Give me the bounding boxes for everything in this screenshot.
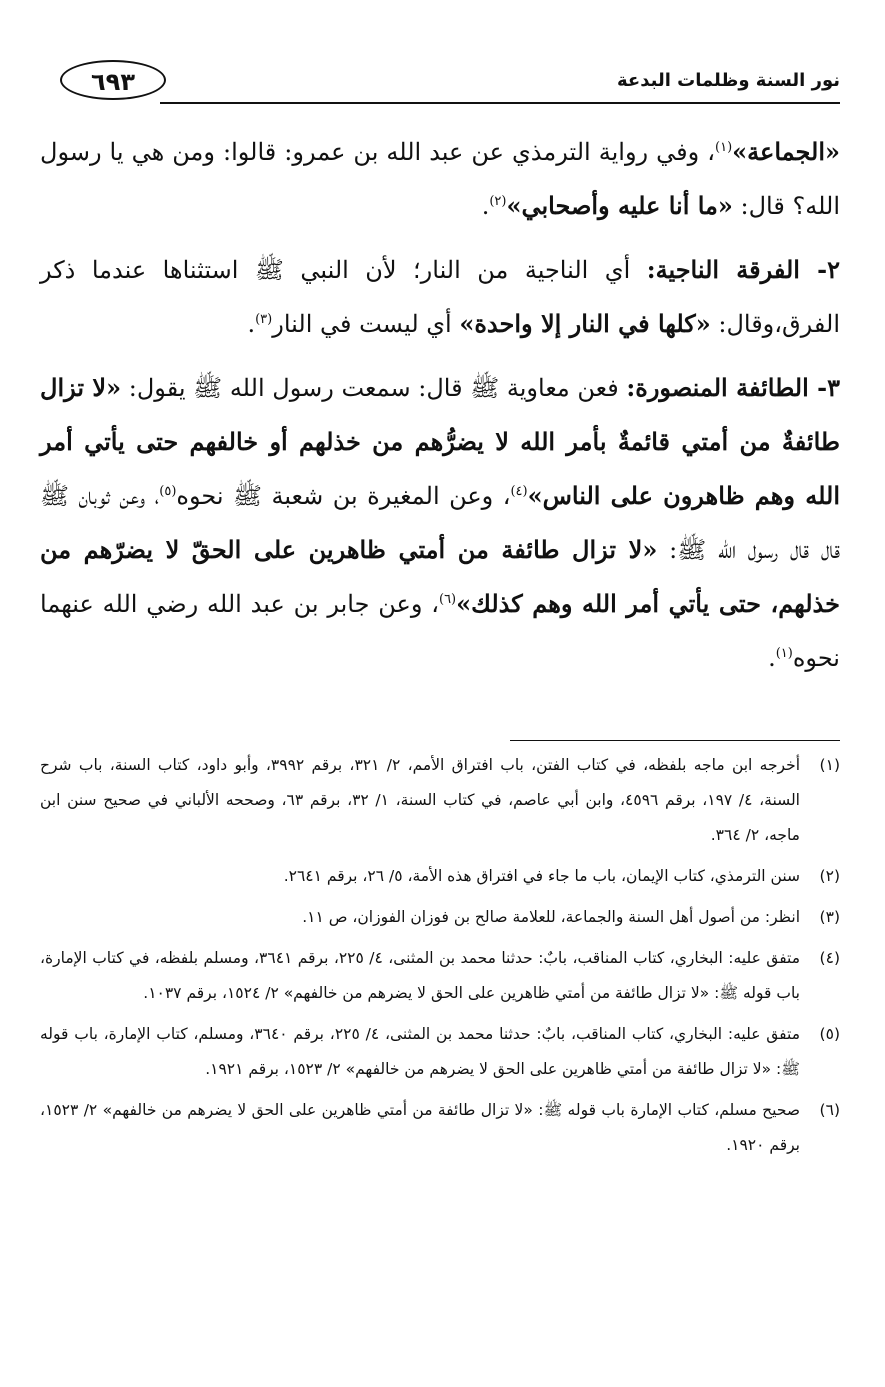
paragraph-3: [40, 361, 840, 685]
footnote: [40, 900, 840, 935]
text-run: .: [247, 310, 256, 338]
running-title: نور السنة وظلمات البدعة: [616, 70, 840, 91]
quote: «لا تزال طائفة من أمتي ظاهرين على الحقّ لا يضرّهم من خذلهم، حتى يأتي أمر الله وهم كذلك»: [40, 535, 840, 618]
footnote-ref[interactable]: (٢): [489, 194, 507, 209]
footnote-text: سنن الترمذي، كتاب الإيمان، باب ما جاء في افتراق هذه الأمة، ٥/ ٢٦، برقم ٢٦٤١.: [283, 867, 800, 885]
footnote-number: (٣): [819, 908, 840, 926]
quote: «ما أنا عليه وأصحابي»: [506, 191, 733, 220]
text-run: فعن معاوية ﷺ قال: سمعت رسول الله ﷺ يقول:: [121, 374, 627, 402]
main-text: [40, 125, 840, 695]
footnote-text: صحيح مسلم، كتاب الإمارة باب قوله ﷺ: «لا تزال طائفة من أمتي ظاهرين على الحق لا يضرهم من خالفهم» ٢/ ١٥٢٣، برقم ١٩٢٠.: [40, 1101, 800, 1154]
footnote-number: (٢): [819, 867, 840, 885]
footnote-number: (١): [819, 756, 840, 774]
footnote-ref[interactable]: (١): [715, 140, 733, 155]
footnote-ref[interactable]: (٣): [255, 312, 273, 327]
footnote-number: (٤): [819, 949, 840, 967]
text-run: أي الناجية من النار؛ لأن النبي ﷺ استثناها عندما ذكر الفرق،وقال:: [40, 256, 840, 338]
text-run: ، وعن المغيرة بن شعبة ﷺ نحوه: [176, 482, 511, 510]
footnote-number: (٥): [819, 1025, 840, 1043]
footnote-number: (٦): [819, 1101, 840, 1119]
quote: «الجماعة»: [732, 137, 840, 166]
footnote: [40, 1017, 840, 1087]
quote: «كلها في النار إلا واحدة»: [459, 309, 711, 338]
text-run: ، وعن جابر بن عبد الله رضي الله عنهما نحوه: [40, 590, 840, 672]
text-run: ، وفي رواية الترمذي عن عبد الله بن عمرو: قالوا: ومن هي يا رسول الله؟ قال:: [40, 138, 840, 220]
footnote-ref[interactable]: (٦): [438, 592, 457, 607]
footnote-ref[interactable]: (٥): [159, 484, 177, 499]
footnote-ref[interactable]: (١): [775, 646, 793, 661]
footnote-text: متفق عليه: البخاري، كتاب المناقب، بابٌ: حدثنا محمد بن المثنى، ٤/ ٢٢٥، برقم ٣٦٤٠، ومسلم، كتاب الإمارة، باب قوله ﷺ: «لا تزال طائفة من أمتي ظاهرين على الحق لا يضرهم من خالفهم» ٢/ ١٥٢٣، برقم ١٩٢١.: [40, 1025, 801, 1078]
footnote: [40, 1093, 840, 1163]
text-run: أي ليست في النار: [272, 310, 460, 338]
footnote: [40, 941, 840, 1011]
text-run: ، وعن ثوبان ﷺ قال قال رسول الله ﷺ:: [40, 482, 840, 564]
text-run: .: [768, 644, 776, 672]
footnote-text: أخرجه ابن ماجه بلفظه، في كتاب الفتن، باب افتراق الأمم، ٢/ ٣٢١، برقم ٣٩٩٢، وأبو داود، كتاب السنة، باب شرح السنة، ٤/ ١٩٧، برقم ٤٥٩٦، وابن أبي عاصم، في كتاب السنة، ١/ ٣٢، برقم ٦٣، وصححه الألباني في صحيح سنن ابن ماجه، ٢/ ٣٦٤.: [40, 756, 800, 844]
text-run: .: [481, 192, 490, 220]
footnote: [40, 859, 840, 894]
quote: «لا تزال طائفةٌ من أمتي قائمةٌ بأمر الله لا يضرُّهم من خذلهم أو خالفهم حتى يأتي أمر الله وهم ظاهرون على الناس»: [40, 373, 840, 510]
footnote-text: متفق عليه: البخاري، كتاب المناقب، بابٌ: حدثنا محمد بن المثنى، ٤/ ٢٢٥، برقم ٣٦٤١، ومسلم بلفظه، في كتاب الإمارة، باب قوله ﷺ: «لا تزال طائفة من أمتي ظاهرين على الحق لا يضرهم من خالفهم» ٢/ ١٥٢٤، برقم ١٠٣٧.: [40, 949, 801, 1002]
footnotes: [40, 748, 840, 1169]
footnote: [40, 748, 840, 853]
paragraph-1: [40, 125, 840, 233]
footnote-text: انظر: من أصول أهل السنة والجماعة، للعلامة صالح بن فوزان الفوزان، ص ١١.: [302, 908, 800, 926]
footnote-ref[interactable]: (٤): [510, 484, 528, 499]
page-header: [60, 58, 840, 108]
section-heading: ٢- الفرقة الناجية:: [646, 255, 840, 284]
header-rule: [160, 102, 840, 104]
page-number: ٦٩٣: [60, 60, 166, 100]
paragraph-2: [40, 243, 840, 351]
section-heading: ٣- الطائفة المنصورة:: [626, 373, 841, 402]
footnote-separator: [510, 740, 840, 741]
